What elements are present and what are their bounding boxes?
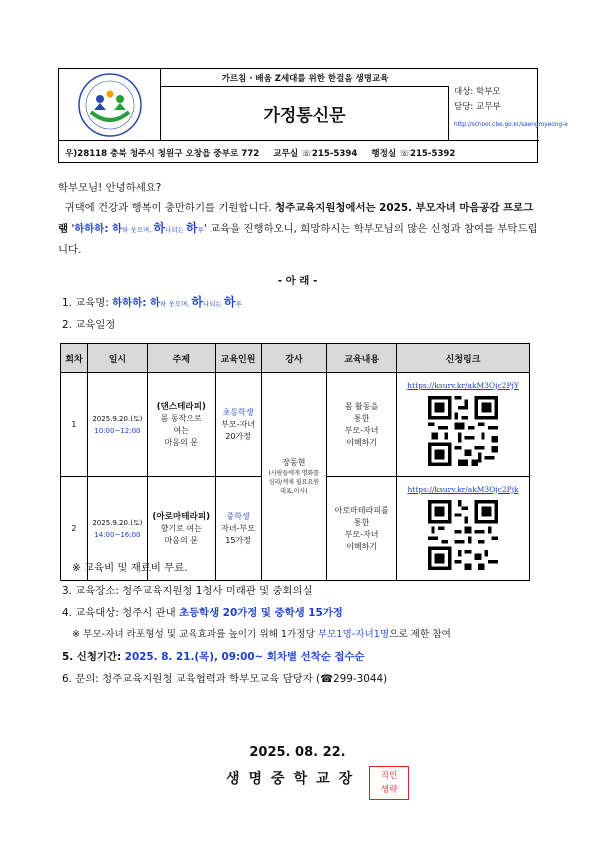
header-cell: 신청링크 [397, 344, 530, 373]
session-date: 2025.9.20.(토) [92, 414, 143, 423]
topic-desc: 몸 동작으로 [160, 413, 202, 423]
item-target [62, 604, 343, 619]
item-label: 1. 교육명: [62, 297, 113, 309]
signup-link[interactable]: https://ksurv.kr/akM3Ojc2PjY [407, 380, 519, 390]
header-cell: 강사 [261, 344, 327, 373]
topic-desc: 여는 [173, 425, 189, 435]
school-slogan: 가르침 · 배움 Z세대를 위한 한걸음 생명교육 [161, 69, 449, 87]
letter-title: 가정통신문 [161, 87, 449, 141]
program-name-part: 하 웃으며, [122, 226, 154, 234]
intro-section [58, 178, 538, 260]
item-contact: 6. 문의: 청주교육지원청 교육협력과 학부모교육 담당자 (☎299-3044) [62, 673, 388, 685]
period-highlight: 2025. 8. 21.(목), 09:00~ 회차별 선착순 접수순 [124, 651, 365, 663]
qr-code-icon[interactable] [428, 500, 498, 570]
signup-cell [397, 373, 530, 477]
stamp-text: 직인 [380, 771, 398, 781]
header-cell: 교육인원 [215, 344, 261, 373]
admin-phone: 행정실 ☏215-5392 [371, 148, 456, 159]
session-date: 2025.9.20.(토) [92, 518, 143, 527]
instructor-org: 대표,이사) [280, 488, 308, 495]
intro-text-a: 귀댁에 건강과 행복이 충만하기를 기원합니다. [64, 202, 276, 214]
content-line: 이해하기 [346, 541, 378, 551]
program-name-part: 하 [153, 221, 166, 235]
session-time: 14:00~16:00 [94, 530, 141, 539]
program-name-part: 하 [185, 221, 198, 235]
session-no: 1 [61, 373, 88, 477]
qr-code-icon[interactable] [428, 396, 498, 466]
intro-quote-open: ' [68, 223, 75, 235]
school-address-bar [59, 141, 539, 164]
note-free-fee: ※ 교육비 및 재료비 무료. [72, 562, 188, 574]
note-text: ※ 부모-자녀 라포형성 및 교육효과를 높이기 위해 1가정당 [72, 629, 318, 640]
school-address: 우)28118 충북 청주시 청원구 오창읍 중부로 772 [65, 148, 260, 159]
item-location: 3. 교육장소: 청주교육지원청 1청사 미래관 및 중회의실 [62, 585, 313, 597]
signup-link[interactable]: https://ksurv.kr/akM3Ojc2Pjk [407, 484, 519, 494]
signup-cell [397, 477, 530, 581]
note-participation-limit [72, 626, 451, 640]
program-name-part: 하하하: 하 [112, 297, 161, 309]
item-schedule: 2. 교육일정 [62, 319, 116, 331]
program-name-part: 나되는 [202, 300, 224, 308]
official-seal-stamp [369, 766, 409, 800]
topic-title: (아로마테라피) [152, 511, 211, 522]
session-content [327, 477, 397, 581]
content-line: 아로마테라피를 [334, 505, 389, 515]
program-name-part: 루 [235, 300, 242, 308]
school-logo [59, 69, 161, 141]
header-cell: 주제 [147, 344, 215, 373]
content-line: 통한 [353, 517, 370, 527]
school-principal: 생명중학교장 [226, 771, 362, 787]
header-cell: 일시 [87, 344, 147, 373]
topic-desc: 마음의 문 [164, 535, 198, 545]
instructor-org: 심리/색채 필요요원 [268, 479, 320, 486]
target-audience: 대상: 학부모 [454, 87, 501, 97]
program-name-part: 하 웃으며, [160, 300, 192, 308]
session-content [327, 373, 397, 477]
note-highlight: 부모1명-자녀1명 [317, 629, 390, 640]
school-url-link[interactable]: http://school.cbe.go.kr/saengmyeong-e [454, 122, 568, 128]
item-label: 4. 교육대상: 청주시 관내 [62, 607, 179, 619]
session-topic [147, 373, 215, 477]
session-target [215, 373, 261, 477]
session-datetime [87, 373, 147, 477]
session-target [215, 477, 261, 581]
program-name-part: 하하하: 하 [74, 223, 123, 235]
session-time: 10:00~12:00 [94, 426, 141, 435]
office-phone: 교무실 ☏215-5394 [273, 148, 358, 159]
item-program-name [62, 293, 242, 310]
topic-desc: 향기로 여는 [160, 523, 202, 533]
header-cell: 회차 [61, 344, 88, 373]
topic-title: (댄스테라피) [156, 401, 206, 412]
table-row [61, 373, 530, 477]
instructor-name: 장동현 [282, 458, 306, 467]
instructor-cell [261, 373, 327, 581]
notice-title: - 아 래 - [277, 275, 318, 287]
department: 담당: 교무부 [454, 102, 501, 112]
session-no: 2 [61, 477, 88, 581]
content-line: 부모-자녀 [344, 425, 379, 435]
instructor-org: (사람들에게 명화를 [268, 470, 320, 477]
program-name-part: 하 [191, 295, 203, 309]
target-pair: 자녀-부모 [221, 523, 255, 533]
content-line: 몸 활동을 [344, 401, 379, 411]
school-emblem-icon [77, 72, 143, 138]
stamp-text: 생략 [380, 785, 398, 795]
table-header-row [61, 344, 530, 373]
intro-text-d: ' 교육을 진행하오니, 희망하시는 학부모님의 많은 신청과 참여를 부탁드립니다. [58, 223, 538, 256]
intro-text-bold: 청주교육지원청에서는 2025. 부모자녀 마음공감 프로그램 [58, 202, 534, 235]
topic-desc: 마음의 문 [164, 437, 198, 447]
target-pair: 부모-자녀 [221, 419, 255, 429]
target-count: 20가정 [225, 431, 251, 441]
letter-header [58, 68, 568, 163]
target-count: 15가정 [225, 535, 251, 545]
target-group: 초등학생 [222, 407, 254, 417]
item-application-period [62, 648, 364, 663]
program-name-part: 루 [197, 226, 204, 234]
program-name-part: 나되는 [165, 226, 186, 234]
issue-date: 2025. 08. 22. [249, 745, 346, 760]
header-info [449, 69, 568, 141]
target-group: 중학생 [226, 511, 250, 521]
greeting: 학부모님! 안녕하세요? [58, 182, 162, 194]
item-label: 5. 신청기간: [62, 651, 125, 663]
schedule-table [60, 343, 530, 581]
note-text: 으로 제한 참여 [389, 629, 451, 640]
intro-paragraph [58, 198, 538, 260]
content-line: 통한 [353, 413, 370, 423]
target-highlight: 초등학생 20가정 및 중학생 15가정 [178, 607, 343, 619]
content-line: 부모-자녀 [344, 529, 379, 539]
content-line: 이해하기 [346, 437, 378, 447]
program-name-part: 하 [223, 295, 236, 309]
header-cell: 교육내용 [327, 344, 397, 373]
